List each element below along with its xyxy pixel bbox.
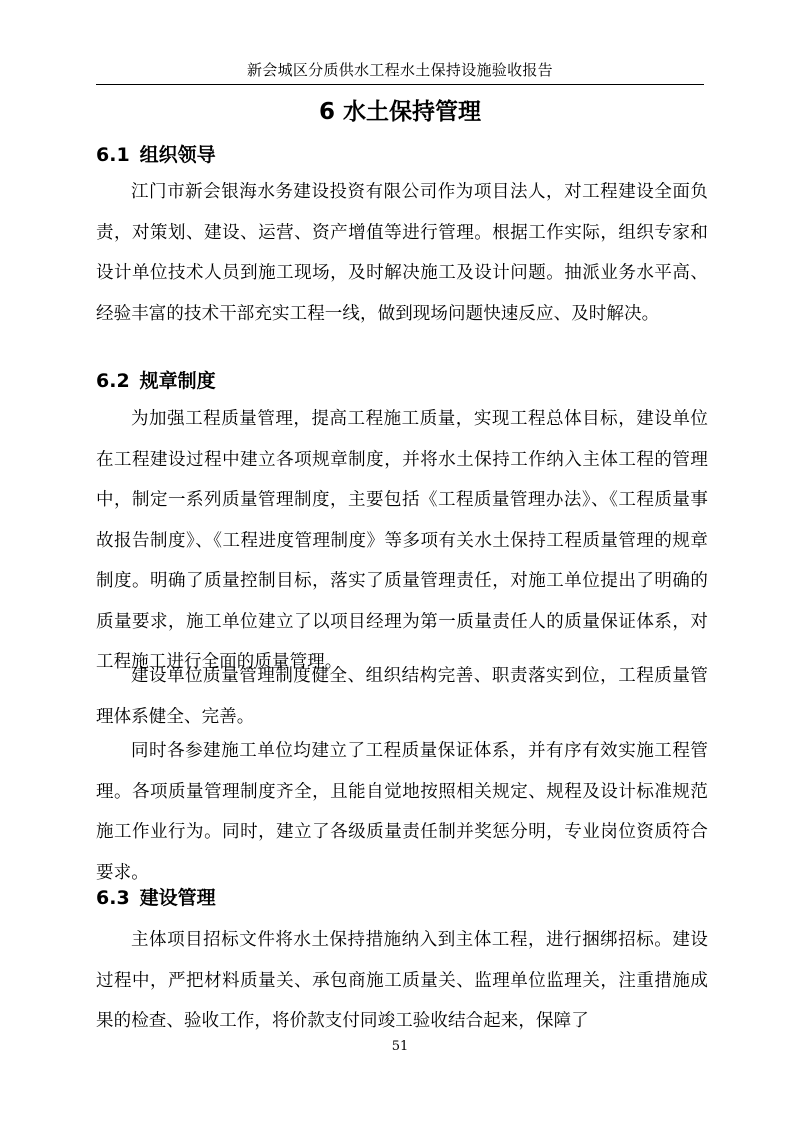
page-number: 51 — [391, 1039, 409, 1054]
section-title: 规章制度 — [139, 370, 216, 392]
paragraph: 江门市新会银海水务建设投资有限公司作为项目法人，对工程建设全面负责，对策划、建设、运营、资产增值等进行管理。根据工作实际，组织专家和设计单位技术人员到施工现场，及时解决施工及设计问题。抽派业务水平高、经验丰富的技术干部充实工程一线，做到现场问题快速反应、及时解决。 — [96, 182, 708, 324]
paragraph: 为加强工程质量管理，提高工程施工质量，实现工程总体目标，建设单位在工程建设过程中建立各项规章制度，并将水土保持工作纳入主体工程的管理中，制定一系列质量管理制度，主要包括《工程质量管理办法》、《工程质量事故报告制度》、《工程进度管理制度》等多项有关水土保持工程质量管理的规章制度。明确了质量控制目标，落实了质量管理责任，对施工单位提出了明确的质量要求，施工单位建立了以项目经理为第一质量责任人的质量保证体系，对工程施工进行全面的质量管理。 — [96, 409, 708, 672]
section-title: 建设管理 — [139, 887, 216, 909]
section-heading-6-2 — [96, 366, 216, 396]
header-divider — [96, 84, 704, 85]
paragraph: 同时各参建施工单位均建立了工程质量保证体系，并有序有效实施工程管理。各项质量管理制度齐全，且能自觉地按照相关规定、规程及设计标准规范施工作业行为。同时，建立了各级质量责任制并奖惩分明，专业岗位资质符合要求。 — [96, 741, 708, 883]
section-title: 组织领导 — [139, 144, 216, 166]
section-number: 6.1 — [96, 144, 130, 166]
section-heading-6-3 — [96, 883, 216, 913]
running-header: 新会城区分质供水工程水土保持设施验收报告 — [246, 61, 553, 79]
section-heading-6-1 — [96, 140, 216, 170]
paragraph: 主体项目招标文件将水土保持措施纳入到主体工程，进行捆绑招标。建设过程中，严把材料质量关、承包商施工质量关、监理单位监理关，注重措施成果的检查、验收工作，将价款支付同竣工验收结合起来，保障了 — [96, 930, 708, 1031]
section-number: 6.3 — [96, 887, 130, 909]
chapter-title: 6 水土保持管理 — [318, 99, 481, 125]
section-number: 6.2 — [96, 370, 130, 392]
paragraph: 建设单位质量管理制度健全、组织结构完善、职责落实到位，工程质量管理体系健全、完善。 — [96, 666, 708, 727]
